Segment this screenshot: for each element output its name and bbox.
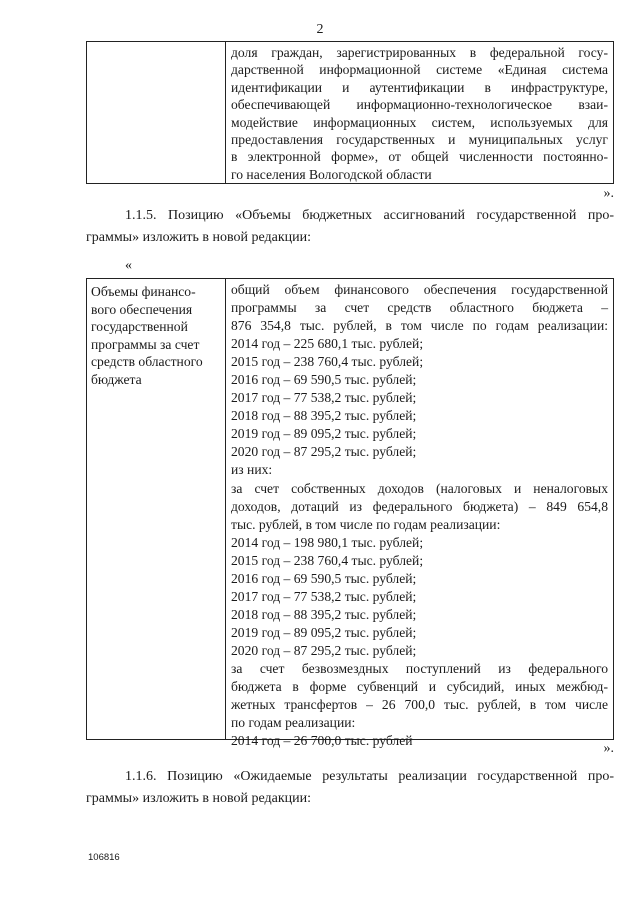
table-line: 2014 год – 225 680,1 тыс. рублей; xyxy=(231,336,424,352)
table-line: доходов, дотаций из федерального бюджета) – 849 654,8 xyxy=(231,498,608,514)
paragraph-1-1-5 xyxy=(86,205,614,249)
closing-quote: ». xyxy=(603,741,614,756)
left-cell-line: программы за счет xyxy=(91,336,200,352)
left-cell-line: Объемы финансо- xyxy=(91,284,196,299)
page-number: 2 xyxy=(316,22,324,37)
table-budget-allocations xyxy=(86,278,614,749)
table-left-cell xyxy=(87,42,226,183)
table-line: по годам реализации: xyxy=(231,715,356,731)
table-line: бюджета в форме субвенций и субсидий, иных межбюд- xyxy=(231,679,608,695)
table-line: 2017 год – 77 538,2 тыс. рублей; xyxy=(231,588,417,604)
table-ias-registration xyxy=(86,41,614,184)
table-line: в электронной форме», от общей численности постоянно- xyxy=(231,149,608,165)
table-line: за счет безвозмездных поступлений из федерального xyxy=(231,660,608,676)
left-cell-line: государственной xyxy=(91,319,188,335)
left-cell-line: средств областного xyxy=(91,354,203,370)
table-line: предоставления государственных и муниципальных услуг xyxy=(231,132,608,148)
table-line: 2018 год – 88 395,2 тыс. рублей; xyxy=(231,408,417,424)
table-line: 2014 год – 26 700,0 тыс. рублей xyxy=(231,733,413,749)
table-line: дарственной информационной системе «Единая система xyxy=(231,62,608,78)
table-line: доля граждан, зарегистрированных в федеральной госу- xyxy=(231,45,608,60)
table-line: го населения Вологодской области xyxy=(231,166,432,182)
document-code: 106816 xyxy=(88,852,120,863)
table-line: обеспечивающей информационно-технологическое взаи- xyxy=(231,97,608,113)
table-line: 2016 год – 69 590,5 тыс. рублей; xyxy=(231,372,417,388)
table-line: 876 354,8 тыс. рублей, в том числе по годам реализации: xyxy=(231,318,608,334)
paragraph-1-1-6 xyxy=(86,766,614,810)
paragraph-first-line: 1.1.5. Позицию «Объемы бюджетных ассигнований государственной про- xyxy=(125,208,614,223)
table-line: жетных трансфертов – 26 700,0 тыс. рублей, в том числе xyxy=(231,697,608,713)
table-line: 2018 год – 88 395,2 тыс. рублей; xyxy=(231,606,417,622)
table-line: тыс. рублей, в том числе по годам реализации: xyxy=(231,516,501,532)
table-line: 2020 год – 87 295,2 тыс. рублей; xyxy=(231,444,417,460)
opening-quote: « xyxy=(125,258,132,273)
table-line: 2019 год – 89 095,2 тыс. рублей; xyxy=(231,426,417,442)
table-line: за счет собственных доходов (налоговых и неналоговых xyxy=(231,480,608,496)
left-cell-line: бюджета xyxy=(91,371,142,387)
table-line: модействие информационных систем, используемых для xyxy=(231,114,608,130)
table-right-cell xyxy=(226,42,613,183)
table-line: 2019 год – 89 095,2 тыс. рублей; xyxy=(231,624,417,640)
table-line: программы за счет средств областного бюджета – xyxy=(231,300,608,316)
left-cell-line: вого обеспечения xyxy=(91,301,193,317)
table-line: 2016 год – 69 590,5 тыс. рублей; xyxy=(231,570,417,586)
table-line: 2015 год – 238 760,4 тыс. рублей; xyxy=(231,552,424,568)
table-line: идентификации и аутентификации в инфраструктуре, xyxy=(231,79,608,95)
table-line: из них: xyxy=(231,462,273,478)
table-line: общий объем финансового обеспечения государственной xyxy=(231,282,608,297)
table-line: 2015 год – 238 760,4 тыс. рублей; xyxy=(231,354,424,370)
paragraph-first-line: 1.1.6. Позицию «Ожидаемые результаты реализации государственной про- xyxy=(125,769,614,784)
table-line: 2017 год – 77 538,2 тыс. рублей; xyxy=(231,390,417,406)
table-left-cell xyxy=(87,279,226,739)
table-right-cell xyxy=(226,279,613,749)
closing-quote: ». xyxy=(603,186,614,201)
table-line: 2020 год – 87 295,2 тыс. рублей; xyxy=(231,642,417,658)
table-line: 2014 год – 198 980,1 тыс. рублей; xyxy=(231,534,424,550)
paragraph-continuation: граммы» изложить в новой редакции: xyxy=(86,230,312,245)
paragraph-continuation: граммы» изложить в новой редакции: xyxy=(86,791,312,806)
